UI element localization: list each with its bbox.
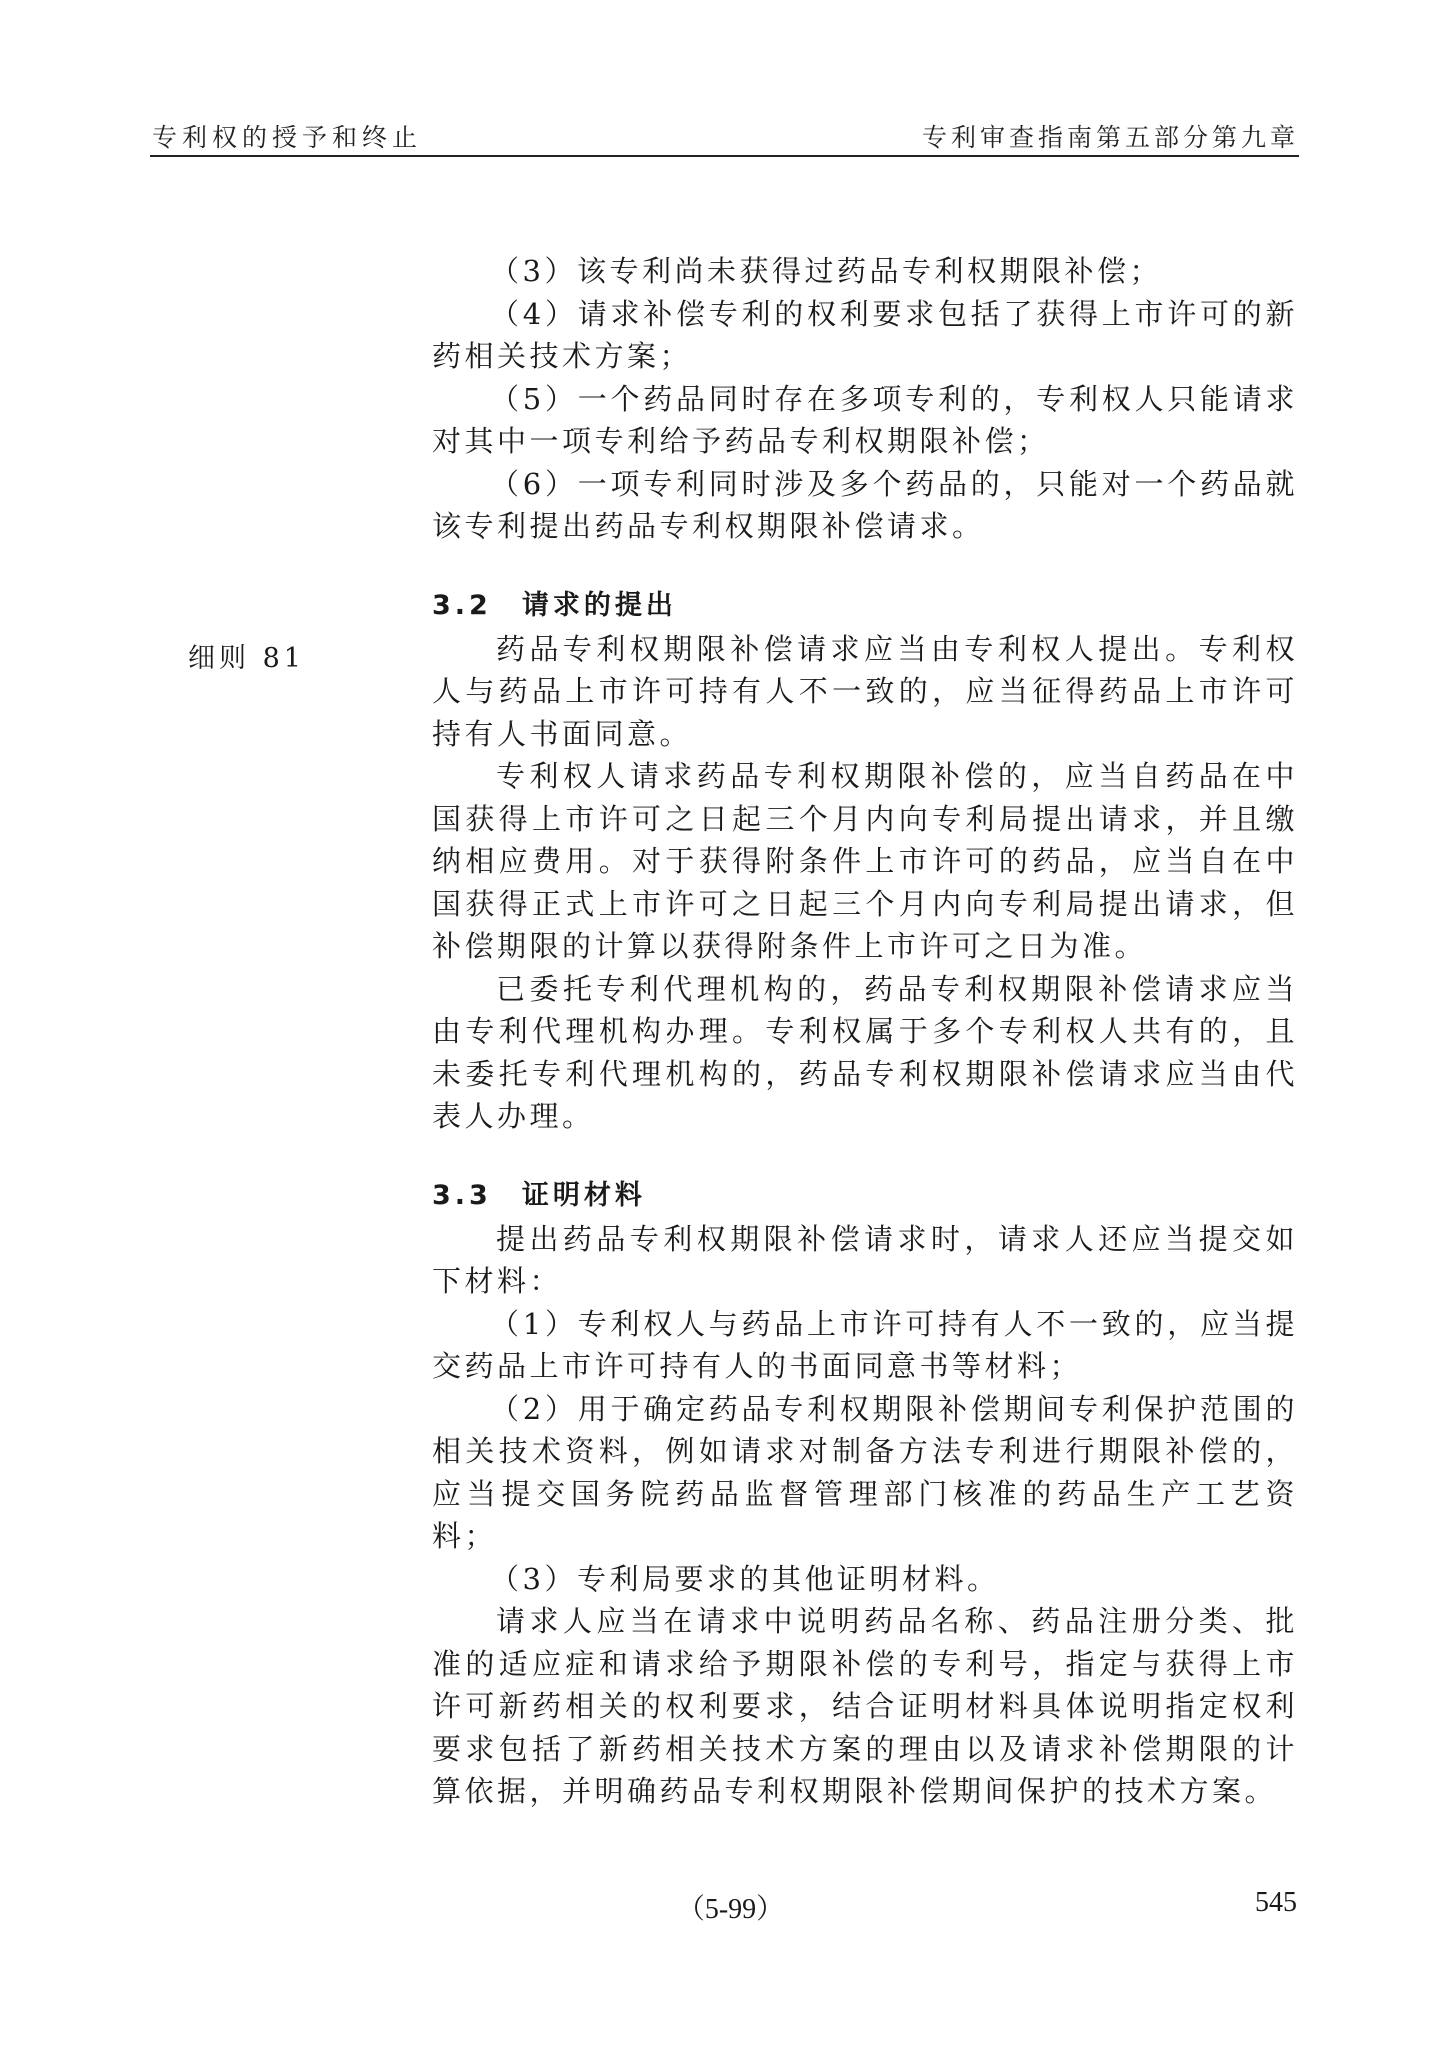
section-title: 请求的提出: [521, 589, 677, 621]
footer-section-page: （5-99）: [676, 1894, 785, 1925]
list-item: （4）请求补偿专利的权利要求包括了获得上市许可的新药相关技术方案；: [432, 296, 1298, 373]
list-item: （3）该专利尚未获得过药品专利权期限补偿；: [490, 254, 1162, 288]
section-heading-3-3: [432, 1174, 1298, 1218]
list-item: （5）一个药品同时存在多项专利的，专利权人只能请求对其中一项专利给予药品专利权期限补偿；: [432, 381, 1298, 458]
paragraph: 已委托专利代理机构的，药品专利权期限补偿请求应当由专利代理机构办理。专利权属于多个专利权人共有的，且未委托专利代理机构的，药品专利权期限补偿请求应当由代表人办理。: [432, 971, 1298, 1133]
list-item: （2）用于确定药品专利权期限补偿期间专利保护范围的相关技术资料，例如请求对制备方法专利进行期限补偿的，应当提交国务院药品监督管理部门核准的药品生产工艺资料；: [432, 1391, 1298, 1553]
section-number: 3.3: [432, 1179, 492, 1211]
header-rule: [150, 155, 1299, 157]
list-item: （6）一项专利同时涉及多个药品的，只能对一个药品就该专利提出药品专利权期限补偿请求。: [432, 466, 1298, 543]
paragraph: 提出药品专利权期限补偿请求时，请求人还应当提交如下材料：: [432, 1221, 1298, 1298]
page-number: 545: [1255, 1887, 1297, 1918]
running-header-left: 专利权的授予和终止: [152, 123, 423, 152]
section-title: 证明材料: [521, 1179, 646, 1211]
list-item: （3）专利局要求的其他证明材料。: [490, 1561, 1000, 1596]
running-header-right: 专利审查指南第五部分第九章: [921, 123, 1299, 152]
paragraph: 药品专利权期限补偿请求应当由专利权人提出。专利权人与药品上市许可持有人不一致的，应当征得药品上市许可持有人书面同意。: [432, 631, 1298, 751]
page-body: [432, 250, 1298, 1813]
paragraph: 请求人应当在请求中说明药品名称、药品注册分类、批准的适应症和请求给予期限补偿的专利号，指定与获得上市许可新药相关的权利要求，结合证明材料具体说明指定权利要求包括了新药相关技术方案的理由以及请求补偿期限的计算依据，并明确药品专利权期限补偿期间保护的技术方案。: [432, 1604, 1298, 1808]
section-heading-3-2: [432, 584, 1298, 628]
paragraph: 专利权人请求药品专利权期限补偿的，应当自药品在中国获得上市许可之日起三个月内向专利局提出请求，并且缴纳相应费用。对于获得附条件上市许可的药品，应当自在中国获得正式上市许可之日起三个月内向专利局提出请求，但补偿期限的计算以获得附条件上市许可之日为准。: [432, 759, 1298, 963]
list-item: （1）专利权人与药品上市许可持有人不一致的，应当提交药品上市许可持有人的书面同意书等材料；: [432, 1306, 1298, 1383]
section-number: 3.2: [432, 589, 492, 621]
margin-note: 细则 81: [188, 643, 305, 674]
